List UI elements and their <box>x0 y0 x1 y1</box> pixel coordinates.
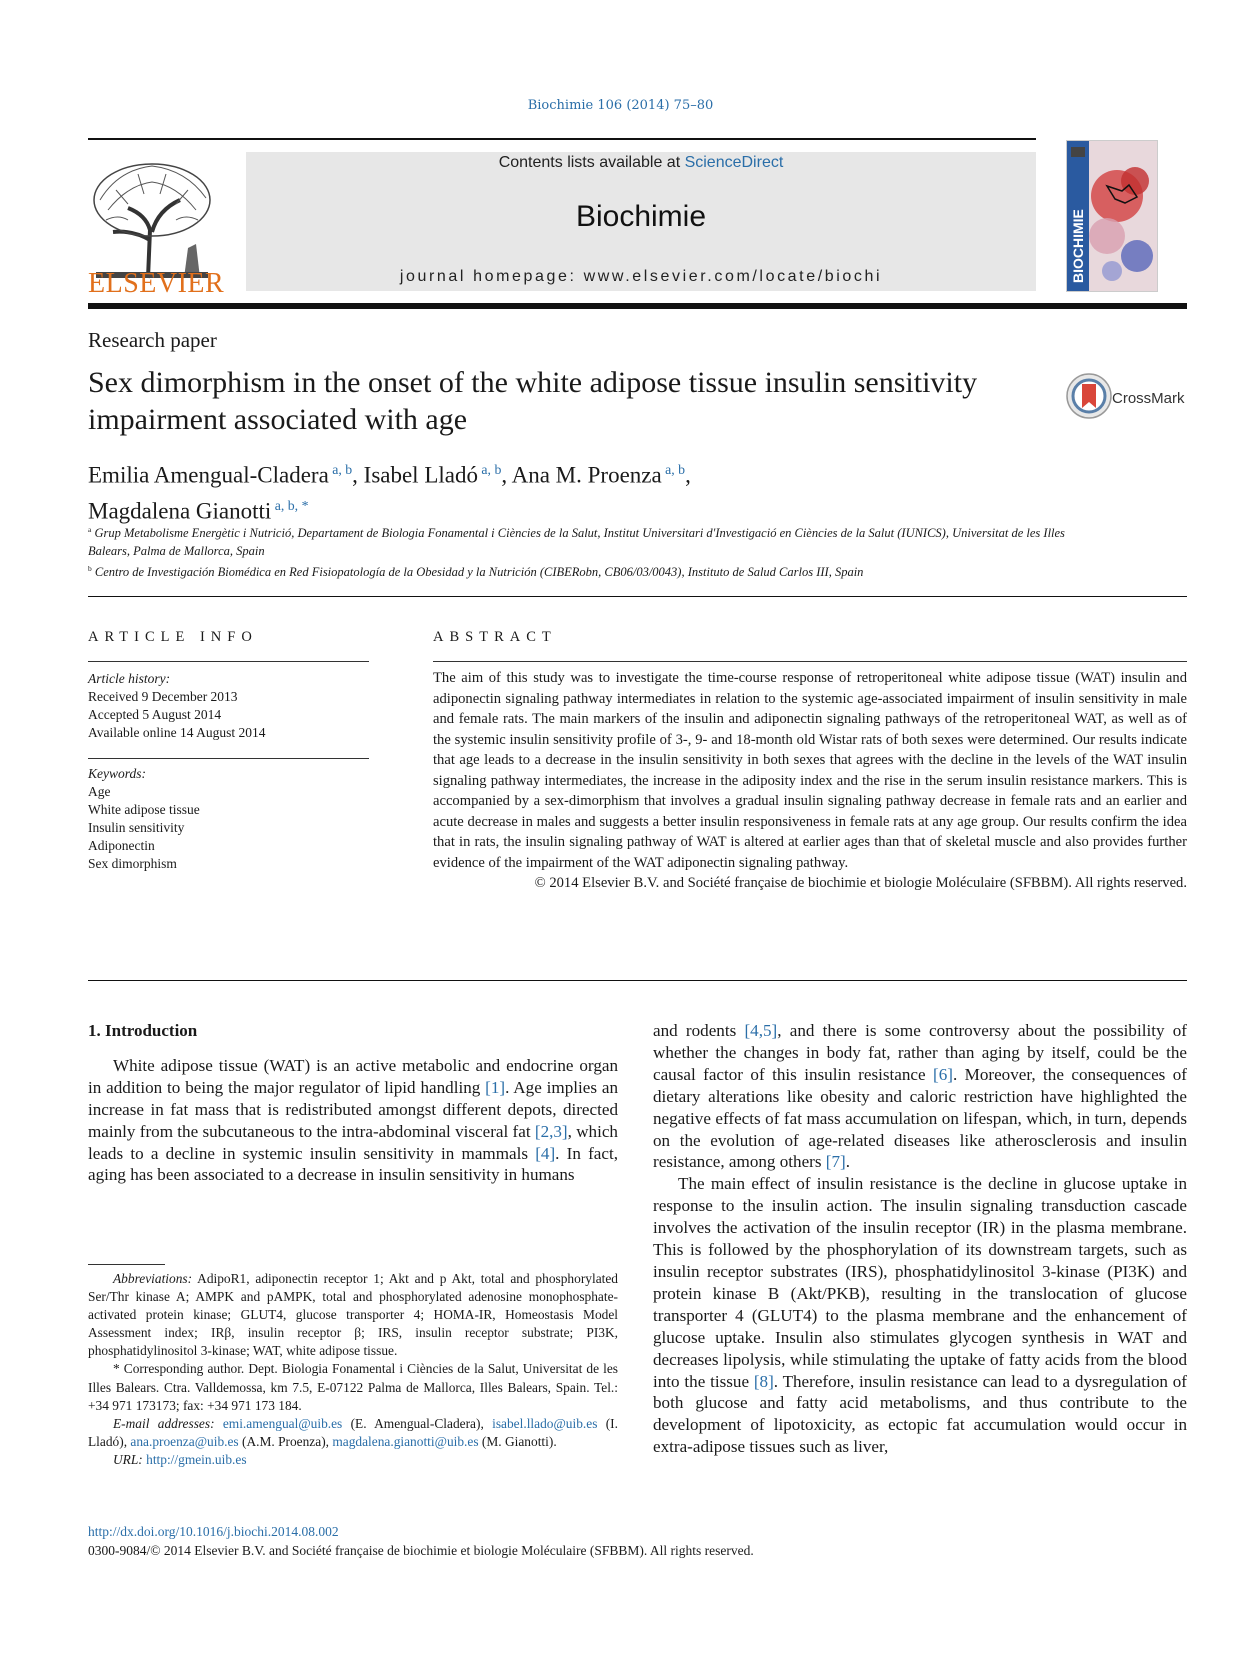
section-heading: 1. Introduction <box>88 1021 198 1040</box>
received-date: Received 9 December 2013 <box>88 689 238 704</box>
abbreviations-text: AdipoR1, adiponectin receptor 1; Akt and p Akt, total and phosphorylated Ser/Thr kinase A; AMPK and pAMPK, total and phosphorylated adenosine monophosphate-activated protein kinase; GLUT4, glucose transporter 4; HOMA-IR, Homeostasis Model Assessment index; IRβ, insulin receptor β; IRS, insulin receptor substrate; PI3K, phosphatidylinositol 3-kinase; WAT, white adipose tissue. <box>88 1271 618 1359</box>
email-owner: (I. Lladó), <box>88 1415 618 1449</box>
paragraph <box>653 1020 1187 1173</box>
doi-link[interactable]: http://dx.doi.org/10.1016/j.biochi.2014.08.002 <box>88 1524 339 1539</box>
article-title: Sex dimorphism in the onset of the white adipose tissue insulin sensitivity impairment associated with age <box>88 366 978 436</box>
abbreviations-label: Abbreviations: <box>113 1271 193 1286</box>
author-name[interactable]: Emilia Amengual-Cladera <box>88 462 329 488</box>
citation-ref-link[interactable]: [4,5] <box>744 1021 778 1040</box>
text-run: White adipose tissue (WAT) is an active metabolic and endocrine organ in addition to being the major regulator of lipid handling <box>88 1055 618 1097</box>
text-run: . Moreover, the consequences of dietary alterations like obesity and caloric restriction have highlighted the negative effects of fat mass accumulation on lifespan, which, in turn, depends on the evolution of age-related diseases like atherosclerosis and insulin resistance, among others <box>653 1064 1188 1172</box>
history-label: Article history: <box>88 671 171 686</box>
citation-ref-link[interactable]: [2,3] <box>534 1121 568 1141</box>
contents-line <box>246 154 1036 172</box>
article-history <box>88 670 369 742</box>
online-date: Available online 14 August 2014 <box>88 725 266 740</box>
keyword: Adiponectin <box>88 838 155 853</box>
email-owner: (E. Amengual-Cladera), <box>342 1415 493 1431</box>
citation-ref-link[interactable]: [7] <box>825 1152 846 1172</box>
journal-banner <box>246 152 1036 291</box>
article-type: Research paper <box>88 328 217 352</box>
footnote-rule <box>88 1264 165 1265</box>
homepage-prefix: journal homepage: <box>399 268 584 285</box>
author-affil-mark[interactable]: a, b <box>661 462 686 477</box>
url-link[interactable]: http://gmein.uib.es <box>146 1451 247 1467</box>
url-label: URL: <box>113 1451 143 1467</box>
citation-ref-link[interactable]: [6] <box>933 1064 953 1084</box>
email-owner: (M. Gianotti). <box>478 1433 557 1449</box>
email-link[interactable]: magdalena.gianotti@uib.es <box>332 1433 479 1449</box>
email-link[interactable]: ana.proenza@uib.es <box>130 1433 239 1449</box>
author-separator: , <box>501 462 512 488</box>
accepted-date: Accepted 5 August 2014 <box>88 707 222 722</box>
abstract-copyright: © 2014 Elsevier B.V. and Société française de biochimie et biologie Moléculaire (SFBBM). All rights reserved. <box>534 875 1187 891</box>
elsevier-wordmark: ELSEVIER <box>88 268 225 299</box>
author-separator: , <box>352 462 364 488</box>
section-rule <box>88 596 1187 597</box>
email-footnote <box>88 1415 618 1451</box>
paragraph <box>88 1055 618 1186</box>
author-name[interactable]: Magdalena Gianotti <box>88 498 272 524</box>
keywords-label: Keywords: <box>88 766 146 781</box>
url-footnote <box>88 1451 618 1469</box>
abstract-heading: ABSTRACT <box>433 629 557 645</box>
text-run: . In fact, aging has been associated to a decrease in insulin sensitivity in humans <box>88 1143 618 1185</box>
footnotes <box>88 1270 618 1469</box>
citation-ref-link[interactable]: [4] <box>535 1143 556 1163</box>
cover-art <box>1067 141 1157 291</box>
sciencedirect-link[interactable]: ScienceDirect <box>684 154 784 171</box>
abstract-rule <box>433 661 1187 662</box>
journal-name: Biochimie <box>575 200 707 233</box>
header-rule <box>88 138 1036 140</box>
text-run: , and there is some controversy about the possibility of whether the changes in body fat, rather than aging by itself, could be the causal factor of this insulin resistance <box>653 1021 1187 1084</box>
paragraph <box>653 1173 1187 1458</box>
citation-ref-link[interactable]: [1] <box>485 1077 506 1097</box>
contents-prefix: Contents lists available at <box>498 154 685 171</box>
text-run: . <box>845 1152 851 1172</box>
text-run: and rodents <box>653 1021 745 1040</box>
body-rule <box>88 980 1187 981</box>
journal-homepage <box>246 268 1036 286</box>
affiliation-text: Grup Metabolisme Energètic i Nutrició, Departament de Biologia Fonamental i Ciències de la Salut, Institut Universitari d'Investigació en Ciències de la Salut (IUNICS), Universitat de les Illes Balears, Palma de Mallorca, Spain <box>88 526 1065 559</box>
email-link[interactable]: emi.amengual@uib.es <box>222 1415 343 1431</box>
keyword: Age <box>88 784 111 799</box>
body-left-column <box>88 1020 618 1186</box>
issn-copyright: 0300-9084/© 2014 Elsevier B.V. and Société française de biochimie et biologie Moléculaire (SFBBM). All rights reserved. <box>88 1543 754 1558</box>
abbreviations-footnote <box>88 1270 618 1360</box>
article-info-rule <box>88 661 369 662</box>
author-affil-mark[interactable]: a, b <box>477 462 502 477</box>
text-run: , which leads to a decline in systemic insulin sensitivity in mammals <box>88 1121 618 1163</box>
affiliation-b <box>88 560 1088 581</box>
author-affil-mark[interactable]: a, b, * <box>271 497 309 513</box>
header-thick-rule <box>88 303 1187 309</box>
author-separator: , <box>685 462 691 488</box>
keyword: Sex dimorphism <box>88 856 177 871</box>
keyword: White adipose tissue <box>88 802 200 817</box>
cover-spine-text: BIOCHIMIE <box>1070 209 1086 283</box>
journal-cover-image <box>1066 140 1158 292</box>
abstract <box>433 668 1187 894</box>
email-owner: (A.M. Proenza), <box>238 1433 333 1449</box>
affiliation-text: Centro de Investigación Biomédica en Red Fisiopatología de la Obesidad y la Nutrición (CIBERobn, CB06/03/0043), Instituto de Salud Carlos III, Spain <box>91 565 864 580</box>
homepage-url[interactable]: www.elsevier.com/locate/biochi <box>583 268 883 285</box>
affiliation-a <box>88 521 1088 560</box>
author-name[interactable]: Isabel Lladó <box>363 462 478 488</box>
keyword: Insulin sensitivity <box>88 820 185 835</box>
author-name[interactable]: Ana M. Proenza <box>511 462 662 488</box>
keywords <box>88 765 369 873</box>
affiliation-mark: a <box>88 525 92 534</box>
citation-ref-link[interactable]: [8] <box>753 1371 774 1391</box>
text-run: . Therefore, insulin resistance can lead to a dysregulation of both glucose and fatty acid metabolisms, and thus contribute to the development of lipotoxicity, as ectopic fat accumulation would occur in extra-adipose tissues such as liver, <box>653 1371 1188 1457</box>
email-label: E-mail addresses: <box>113 1415 215 1431</box>
abstract-text: The aim of this study was to investigate the time-course response of retroperitoneal white adipose tissue (WAT) insulin and adiponectin signaling pathway intermediates in relation to the systemic age-associated impairment of insulin sensitivity in male and female rats. The main markers of the insulin and adiponectin signaling pathways of the retroperitoneal WAT, as well as of the systemic insulin sensitivity profile of 3-, 9- and 18-month old Wistar rats of both sexes were determined. Our results indicate that age leads to a decrease in the insulin sensitivity in both sexes that agrees with the decline in the levels of the WAT insulin signaling pathway intermediates, the increase in the adiposity index and the rise in the serum insulin resistance markers. This is accompanied by a sex-dimorphism that involves a gradual insulin signaling pathway decrease in female rats and an earlier and acute decrease in males and suggests a better insulin responsiveness in female rats at any age group. Our results confirm the idea that in rats, the insulin signaling pathway of WAT is altered at earlier ages than that of skeletal muscle and also provides further evidence of the impairment of the WAT adiponectin signaling pathway. <box>433 670 1187 871</box>
author-list <box>88 455 988 526</box>
article-info-heading: ARTICLE INFO <box>88 629 258 645</box>
affiliation-mark: b <box>88 564 92 574</box>
text-run: . Age implies an increase in fat mass that is redistributed amongst different depots, directed mainly from the subcutaneous to the intra-abdominal visceral fat <box>88 1077 618 1141</box>
journal-citation[interactable]: Biochimie 106 (2014) 75–80 <box>527 98 714 113</box>
crossmark-label[interactable]: CrossMark <box>1112 390 1185 407</box>
author-affil-mark[interactable]: a, b <box>328 462 353 477</box>
affiliations <box>88 521 1088 581</box>
text-run: The main effect of insulin resistance is the decline in glucose uptake in response to the insulin action. The insulin signaling transduction cascade involves the activation of the insulin receptor (IR) in the plasma membrane. This is followed by the phosphorylation of its downstream targets, such as insulin receptor substrates (IRS), phosphatidylinositol 3-kinase (PI3K) and protein kinase B (Akt/PKB), resulting in the translocation of glucose transporter 4 (GLUT4) to the plasma membrane and the enhancement of glucose uptake. Insulin also stimulates glycogen synthesis in WAT and decreases lipolysis, while stimulating the uptake of fatty acids from the blood into the tissue <box>653 1174 1187 1391</box>
keywords-rule <box>88 758 369 759</box>
email-link[interactable]: isabel.llado@uib.es <box>492 1415 598 1431</box>
body-right-column <box>653 1020 1187 1458</box>
corresponding-author-footnote: * Corresponding author. Dept. Biologia Fonamental i Ciències de la Salut, Universitat de les Illes Balears. Ctra. Valldemossa, km 7.5, E-07122 Palma de Mallorca, Illes Balears, Spain. Tel.: +34 971 173173; fax: +34 971 173 184. <box>88 1361 618 1413</box>
